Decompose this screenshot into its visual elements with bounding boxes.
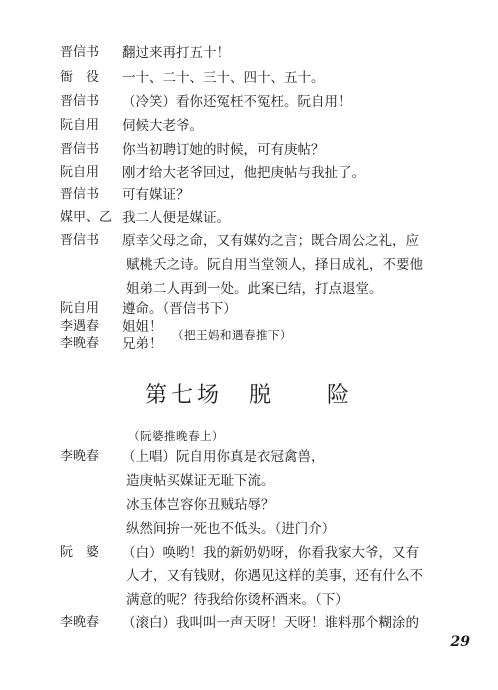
- speaker-label: 晋信书: [60, 142, 100, 157]
- speaker-label: 衙 役: [60, 70, 100, 85]
- speaker-label: 李晚春: [60, 336, 100, 351]
- scene-title: 第七场 脱 险: [144, 383, 353, 408]
- dialogue-text: 人才，又有钱财，你遇见这样的美事，还有什么不: [126, 568, 423, 584]
- dialogue-text: （冷笑）看你还冤枉不冤枉。阮自用！: [122, 94, 352, 110]
- dialogue-text: 翻过来再打五十！: [122, 45, 230, 61]
- dialogue-text: （滚白）我叫叫一声天呀！天呀！谁料那个糊涂的: [122, 615, 419, 631]
- stage-direction: （把王妈和遇春推下）: [172, 328, 292, 342]
- dialogue-text: 你当初聘订她的时候，可有庚帖？: [122, 142, 325, 158]
- dialogue-text: 原幸父母之命，又有媒妁之言；既合周公之礼，应: [122, 233, 419, 249]
- dialogue-text: 兄弟！: [122, 336, 163, 352]
- speaker-label: 阮自用: [60, 301, 100, 316]
- speaker-label: 李晚春: [60, 615, 100, 630]
- speaker-label: 晋信书: [60, 187, 100, 202]
- dialogue-text: 造庚帖买媒证无耻下流。: [126, 473, 275, 489]
- dialogue-text: 冰玉体岂容你丑贼玷辱？: [126, 497, 275, 513]
- dialogue-text: 满意的呢？待我给你烫杯酒来。（下）: [126, 592, 349, 608]
- dialogue-text: 可有媒证？: [122, 187, 190, 203]
- speaker-label: 李遇春: [60, 319, 100, 334]
- speaker-label: 晋信书: [60, 233, 100, 248]
- dialogue-text: （白）唤哟！我的新奶奶呀，你看我家大爷，又有: [122, 545, 419, 561]
- page-number: 29: [450, 634, 470, 650]
- speaker-label: 阮 婆: [60, 545, 100, 560]
- speaker-label: 李晚春: [60, 449, 100, 464]
- speaker-label: 阮自用: [60, 165, 100, 180]
- dialogue-text: 我二人便是媒证。: [122, 210, 230, 226]
- speaker-label: 媒甲、乙: [60, 210, 113, 225]
- dialogue-text: （上唱）阮自用你真是衣冠禽兽，: [122, 449, 325, 465]
- dialogue-text: 遵命。（晋信书下）: [122, 301, 237, 317]
- speaker-label: 晋信书: [60, 45, 100, 60]
- speaker-label: 晋信书: [60, 94, 100, 109]
- dialogue-text: 姐弟二人再到一处。此案已结，打点退堂。: [126, 281, 383, 297]
- dialogue-text: 刚才给大老爷回过，他把庚帖与我扯了。: [122, 165, 365, 181]
- dialogue-text: 姐姐！: [122, 319, 163, 335]
- speaker-label: 阮自用: [60, 118, 100, 133]
- stage-direction: （阮婆推晚春上）: [128, 429, 224, 443]
- dialogue-text: 伺候大老爷。: [122, 118, 203, 134]
- dialogue-text: 一十、二十、三十、四十、五十。: [122, 70, 325, 86]
- dialogue-text: 赋桃夭之诗。阮自用当堂领人，择日成礼，不要他: [126, 257, 423, 273]
- dialogue-text: 纵然间拚一死也不低头。（进门介）: [126, 521, 336, 537]
